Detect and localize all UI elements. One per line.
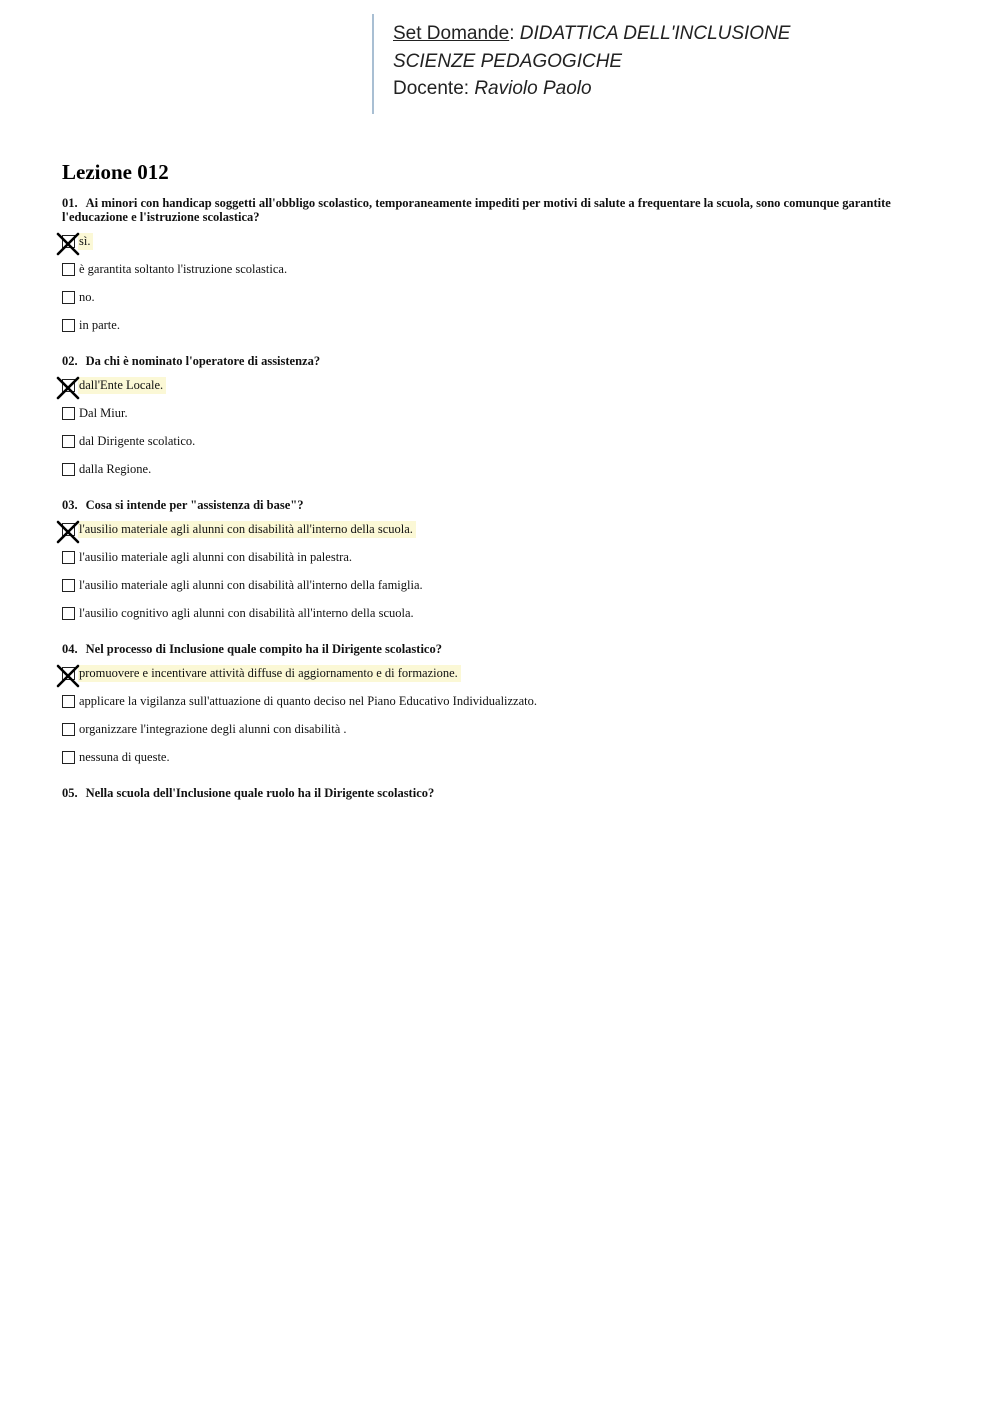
answer-checkbox[interactable]: [62, 607, 75, 620]
answer-option[interactable]: [62, 432, 922, 450]
answer-option[interactable]: [62, 232, 922, 250]
answer-text: sì.: [78, 233, 93, 250]
question-block: [62, 196, 922, 334]
answer-text: è garantita soltanto l'istruzione scolastica.: [79, 261, 288, 276]
answer-option[interactable]: [62, 376, 922, 394]
answer-checkbox[interactable]: [62, 263, 75, 276]
question-block: [62, 786, 922, 800]
question-block: [62, 498, 922, 622]
question-text: [62, 196, 922, 224]
answer-option[interactable]: [62, 576, 922, 594]
question-text: [62, 642, 922, 656]
answer-checkbox[interactable]: [62, 319, 75, 332]
set-line: [393, 20, 972, 48]
answer-checkbox[interactable]: [62, 751, 75, 764]
question-label: Nella scuola dell'Inclusione quale ruolo ha il Dirigente scolastico?: [85, 786, 435, 800]
answer-text: l'ausilio cognitivo agli alunni con disabilità all'interno della scuola.: [79, 605, 414, 620]
answer-checkbox[interactable]: [62, 463, 75, 476]
question-number: 05.: [62, 786, 78, 800]
answer-text: no.: [79, 289, 95, 304]
question-block: [62, 354, 922, 478]
subject-line: SCIENZE PEDAGOGICHE: [393, 50, 623, 72]
question-number: 04.: [62, 642, 78, 656]
question-text: [62, 354, 922, 368]
answer-checkbox[interactable]: [62, 379, 75, 392]
answer-checkbox[interactable]: [62, 579, 75, 592]
answer-option[interactable]: [62, 460, 922, 478]
set-title: DIDATTICA DELL'INCLUSIONE: [519, 23, 791, 44]
answer-option[interactable]: [62, 720, 922, 738]
answer-checkbox[interactable]: [62, 551, 75, 564]
answer-option[interactable]: [62, 404, 922, 422]
document-header: [372, 14, 972, 114]
answer-checkbox[interactable]: [62, 667, 75, 680]
answer-text: dal Dirigente scolatico.: [79, 433, 196, 448]
teacher-name: Raviolo Paolo: [474, 78, 592, 99]
answer-text: nessuna di queste.: [79, 749, 170, 764]
set-label: Set Domande: [393, 23, 510, 44]
answer-option[interactable]: [62, 260, 922, 278]
teacher-line: [393, 75, 972, 103]
question-number: 03.: [62, 498, 78, 512]
question-number: 02.: [62, 354, 78, 368]
answer-option[interactable]: [62, 520, 922, 538]
question-text: [62, 786, 922, 800]
question-label: Nel processo di Inclusione quale compito ha il Dirigente scolastico?: [85, 642, 442, 656]
answer-option[interactable]: [62, 692, 922, 710]
question-block: [62, 642, 922, 766]
answer-text: l'ausilio materiale agli alunni con disabilità in palestra.: [79, 549, 353, 564]
answer-option[interactable]: [62, 288, 922, 306]
answer-option[interactable]: [62, 316, 922, 334]
answer-text: l'ausilio materiale agli alunni con disabilità all'interno della famiglia.: [79, 577, 423, 592]
answer-text: dalla Regione.: [79, 461, 152, 476]
set-colon: :: [509, 23, 515, 44]
answer-text: dall'Ente Locale.: [78, 377, 166, 394]
answer-text: l'ausilio materiale agli alunni con disabilità all'interno della scuola.: [78, 521, 416, 538]
answer-option[interactable]: [62, 604, 922, 622]
question-number: 01.: [62, 196, 78, 210]
answer-option[interactable]: [62, 548, 922, 566]
answer-checkbox[interactable]: [62, 523, 75, 536]
teacher-label: Docente:: [393, 78, 470, 99]
answer-checkbox[interactable]: [62, 435, 75, 448]
answer-text: organizzare l'integrazione degli alunni con disabilità .: [79, 721, 347, 736]
answer-checkbox[interactable]: [62, 235, 75, 248]
question-text: [62, 498, 922, 512]
answer-text: in parte.: [79, 317, 120, 332]
question-label: Ai minori con handicap soggetti all'obbligo scolastico, temporaneamente impediti per motivi di salute a frequentare la scuola, sono comunque garantite l'educazione e l'istruzione scolastica?: [62, 196, 891, 224]
answer-checkbox[interactable]: [62, 291, 75, 304]
answer-text: applicare la vigilanza sull'attuazione di quanto deciso nel Piano Educativo Individualizzato.: [79, 693, 538, 708]
answer-text: Dal Miur.: [79, 405, 128, 420]
answer-option[interactable]: [62, 748, 922, 766]
question-label: Cosa si intende per "assistenza di base"?: [85, 498, 304, 512]
answer-checkbox[interactable]: [62, 407, 75, 420]
answer-checkbox[interactable]: [62, 695, 75, 708]
answer-text: promuovere e incentivare attività diffuse di aggiornamento e di formazione.: [78, 665, 461, 682]
question-list: [62, 196, 922, 820]
question-label: Da chi è nominato l'operatore di assistenza?: [85, 354, 321, 368]
lesson-title: Lezione 012: [62, 160, 169, 184]
answer-checkbox[interactable]: [62, 723, 75, 736]
answer-option[interactable]: [62, 664, 922, 682]
